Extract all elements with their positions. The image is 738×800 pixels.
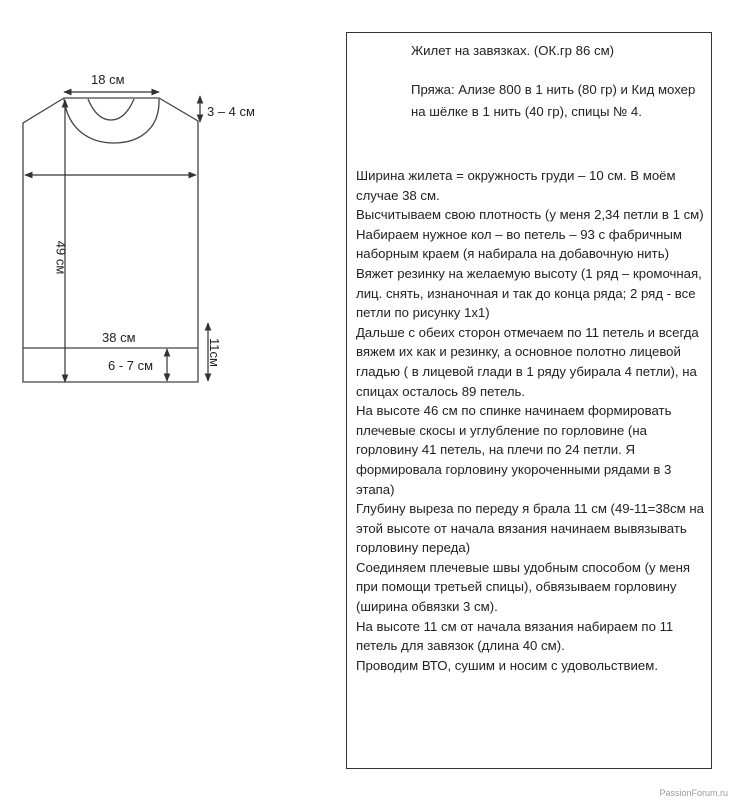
watermark: PassionForum.ru [659,788,728,798]
instructions-box [346,32,712,769]
yarn-info: Пряжа: Ализе 800 в 1 нить (80 гр) и Кид мохер на шёлке в 1 нить (40 гр), спицы № 4. [411,82,696,119]
instruction-paragraph: На высоте 46 см по спинке начинаем формировать плечевые скосы и углубление по горловине (на горловину 41 петель, на плечи по 24 петли. Я формировала горловину укороченными рядами в 3 этапа) [356,403,672,497]
neck-depth-label: 3 – 4 см [207,104,255,119]
instruction-paragraph: Проводим ВТО, сушим и носим с удовольствием. [356,657,658,673]
instruction-paragraph: Ширина жилета = окружность груди – 10 см. В моём случае 38 см. [356,168,676,203]
length-label: 49 см [53,240,69,275]
side-height-label: 11см [206,338,222,367]
neckline-inner-arc [88,99,134,120]
instruction-paragraph: Глубину выреза по переду я брала 11 см (49-11=38см на этой высоте от начала вязания начинаем вывязывать горловину переда) [356,501,704,556]
instruction-paragraph: Высчитываем свою плотность (у меня 2,34 петли в 1 см) Набираем нужное кол – во петель – 93 с фабричным наборным краем (я набирала на добавочную нить) Вяжет резинку на желаемую высоту (1 ряд – кромочная, лиц. снять, изнаночная и так до конца ряда; 2 ряд - все петли по рисунку 1х1) [356,207,704,321]
instruction-paragraph: На высоте 11 см от начала вязания набираем по 11 петель для завязок (длина 40 см). [356,618,674,654]
neck-width-label: 18 см [91,72,125,87]
vest-schematic [0,0,340,420]
neckline-curve [64,99,159,143]
instruction-paragraph: Дальше с обеих сторон отмечаем по 11 петель и всегда вяжем их как и резинку, а основное полотно лицевой гладью ( в лицевой глади в 1 ряду убирала 4 петли), на спицах осталось 89 петель. [356,324,699,399]
pattern-title: Жилет на завязках. (ОК.гр 86 см) [411,43,615,58]
instruction-paragraph: Соединяем плечевые швы удобным способом (у меня при помощи третьей спицы), обвязываем горловину (ширина обвязки 3 см). [356,559,691,615]
instructions-body [356,166,708,675]
rib-height-label: 6 - 7 см [108,358,154,373]
width-label: 38 см [102,330,136,345]
